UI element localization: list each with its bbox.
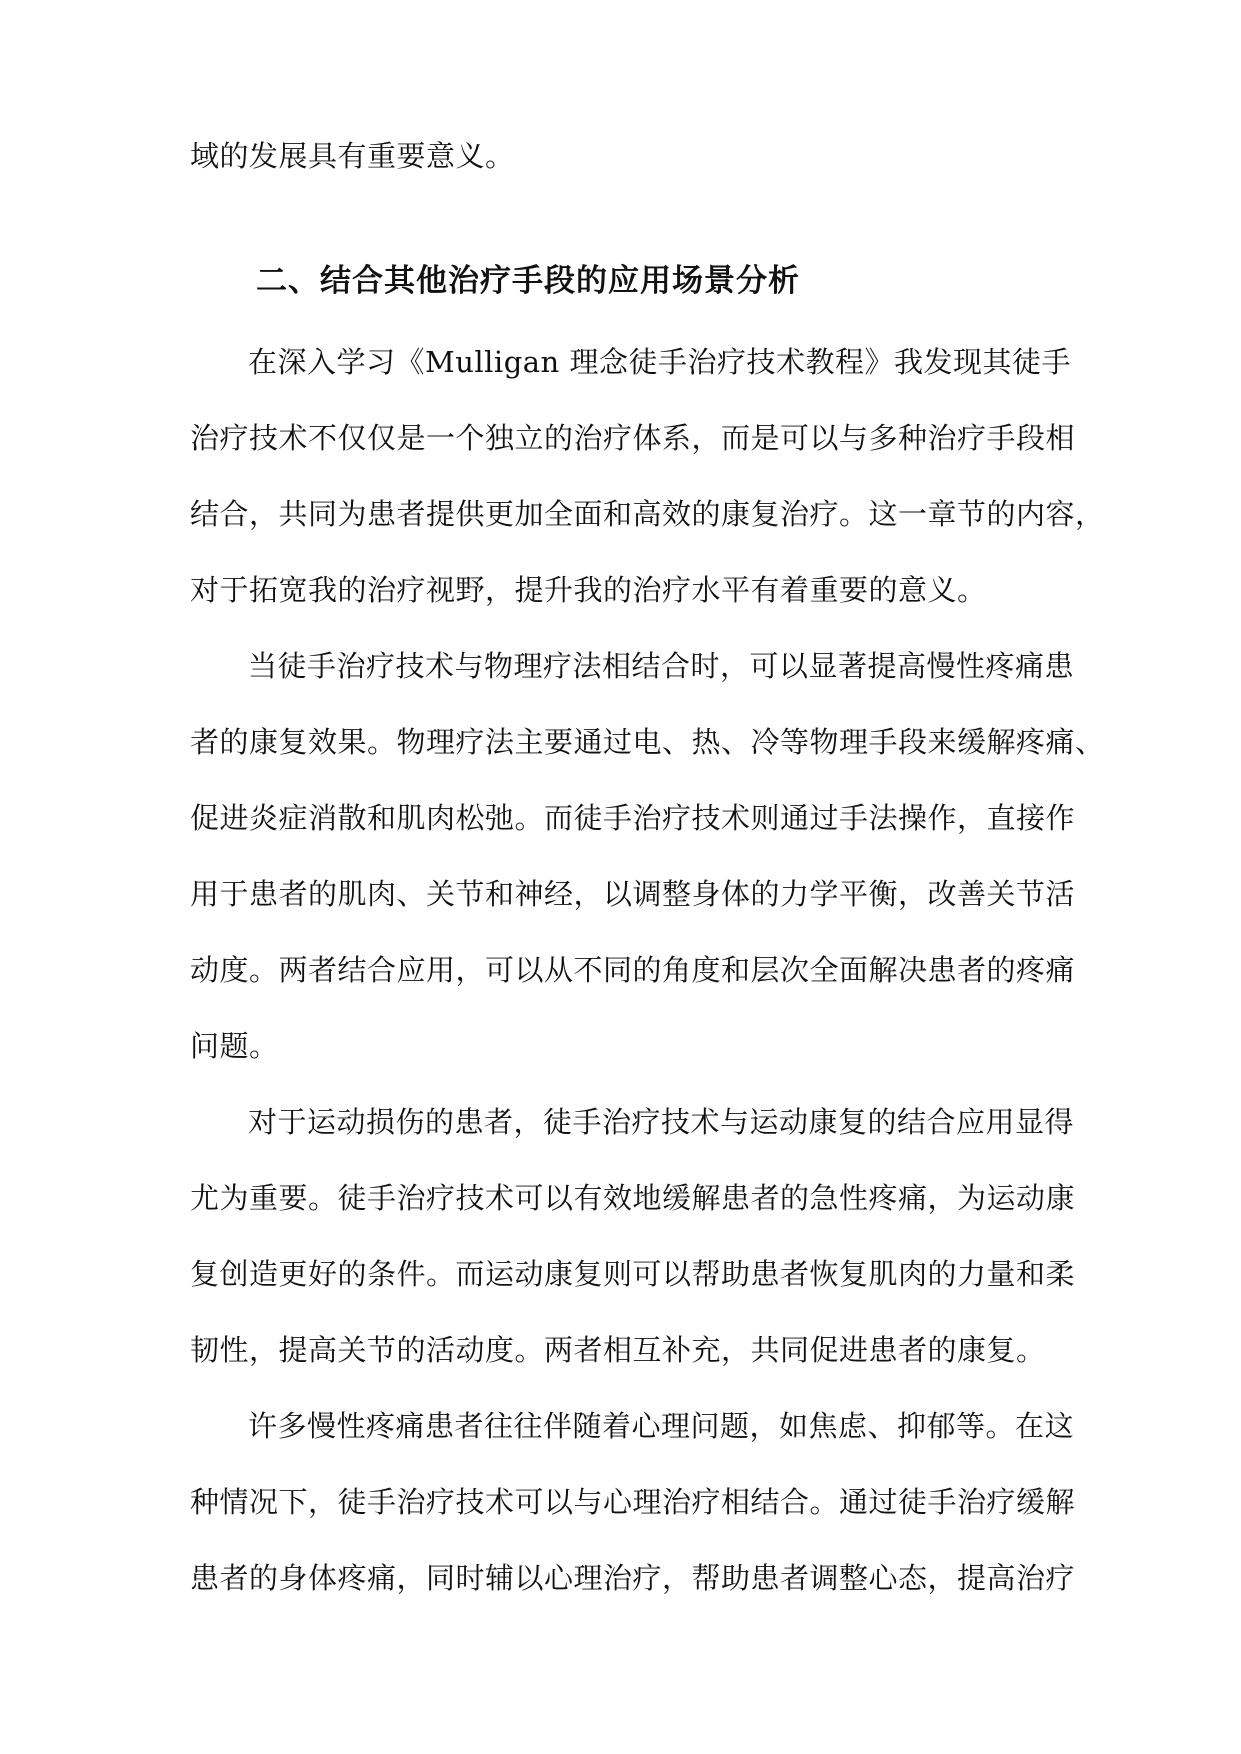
paragraph-2-line-4: 用于患者的肌肉、关节和神经，以调整身体的力学平衡，改善关节活 — [190, 877, 1076, 911]
paragraph-3-line-3: 复创造更好的条件。而运动康复则可以帮助患者恢复肌肉的力量和柔 — [190, 1257, 1076, 1291]
paragraph-2-line-6: 问题。 — [190, 1029, 279, 1063]
paragraph-1-line-4: 对于拓宽我的治疗视野，提升我的治疗水平有着重要的意义。 — [190, 573, 987, 607]
paragraph-1-line-1: 在深入学习《Mulligan 理念徒手治疗技术教程》我发现其徒手 — [248, 345, 1071, 379]
carryover-text-line: 域的发展具有重要意义。 — [190, 139, 515, 173]
paragraph-2-line-2: 者的康复效果。物理疗法主要通过电、热、冷等物理手段来缓解疼痛、 — [190, 725, 1105, 759]
paragraph-3-line-2: 尤为重要。徒手治疗技术可以有效地缓解患者的急性疼痛，为运动康 — [190, 1181, 1076, 1215]
paragraph-2-line-5: 动度。两者结合应用，可以从不同的角度和层次全面解决患者的疼痛 — [190, 953, 1076, 987]
paragraph-3-line-1: 对于运动损伤的患者，徒手治疗技术与运动康复的结合应用显得 — [248, 1105, 1075, 1139]
paragraph-2-line-1: 当徒手治疗技术与物理疗法相结合时，可以显著提高慢性疼痛患 — [248, 649, 1075, 683]
paragraph-2-line-3: 促进炎症消散和肌肉松弛。而徒手治疗技术则通过手法操作，直接作 — [190, 801, 1076, 835]
paragraph-1-line-2: 治疗技术不仅仅是一个独立的治疗体系，而是可以与多种治疗手段相 — [190, 421, 1076, 455]
paragraph-1-line-3: 结合，共同为患者提供更加全面和高效的康复治疗。这一章节的内容， — [190, 497, 1105, 531]
paragraph-4-line-3: 患者的身体疼痛，同时辅以心理治疗，帮助患者调整心态，提高治疗 — [190, 1561, 1076, 1595]
paragraph-3-line-4: 韧性，提高关节的活动度。两者相互补充，共同促进患者的康复。 — [190, 1333, 1046, 1367]
section-heading: 二、结合其他治疗手段的应用场景分析 — [256, 263, 800, 299]
paragraph-4-line-2: 种情况下，徒手治疗技术可以与心理治疗相结合。通过徒手治疗缓解 — [190, 1485, 1076, 1519]
paragraph-4-line-1: 许多慢性疼痛患者往往伴随着心理问题，如焦虑、抑郁等。在这 — [248, 1409, 1075, 1443]
